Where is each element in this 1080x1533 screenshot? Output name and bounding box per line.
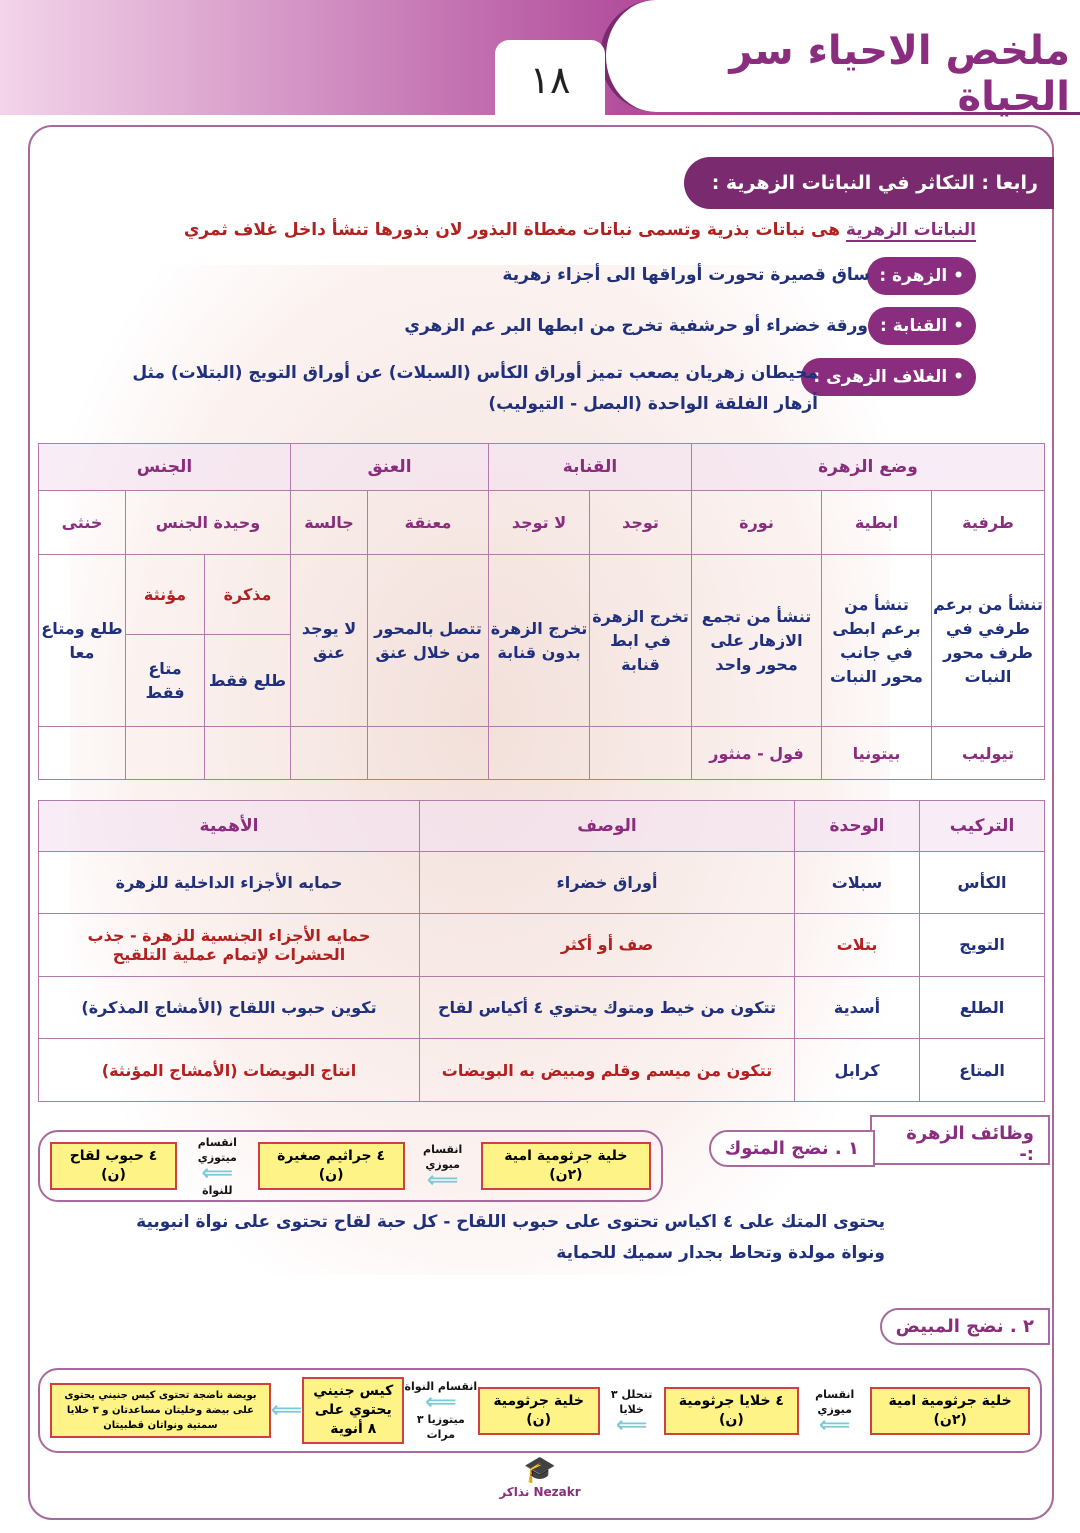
arrow-label: انقسام ميوزي <box>815 1387 855 1416</box>
empty-cell <box>590 727 692 780</box>
cell: جالسة <box>291 491 368 555</box>
arrow-left-icon: ⟸ <box>201 1160 234 1186</box>
section-heading: رابعا : التكاثر في النباتات الزهرية : <box>684 157 1054 209</box>
cell: حمايه الأجزاء الجنسية للزهرة - جذب الحشرات لإتمام عملية التلقيح <box>39 914 420 977</box>
ovary-flow <box>38 1368 1042 1453</box>
cell: لا يوجد عنق <box>291 555 368 727</box>
cell: طرفية <box>932 491 1045 555</box>
page-number: ١٨ <box>495 40 605 115</box>
cell: طلع فقط <box>205 635 291 727</box>
cell: وحيدة الجنس <box>126 491 291 555</box>
cell: تنشأ من تجمع الازهار على محور واحد <box>692 555 822 727</box>
cell: تنشأ من برعم طرفي في طرف محور النبات <box>932 555 1045 727</box>
cell: مؤنثة <box>126 555 205 635</box>
cell: تنشأ من برعم ابطى في جانب محور النبات <box>822 555 932 727</box>
flow-arrow <box>799 1387 870 1438</box>
header-cell: الأهمية <box>39 801 420 852</box>
cell: تتكون من خيط ومتوك يحتوي ٤ أكياس لقاح <box>420 976 795 1039</box>
anther-title: ١ . نضج المتوك <box>709 1130 875 1167</box>
arrow-label: للنواة <box>202 1183 233 1197</box>
arrow-label: انقسام ميوزي <box>423 1143 463 1171</box>
cell: خنثى <box>39 491 126 555</box>
cell: تكوين حبوب اللقاح (الأمشاج المذكرة) <box>39 976 420 1039</box>
header-cell: وضع الزهرة <box>692 444 1045 491</box>
flow-arrow <box>177 1135 258 1198</box>
anther-text: يحتوى المتك على ٤ اكياس تحتوى على حبوب اللقاح - كل حبة لقاح تحتوى على نواة انبوبية <box>136 1212 885 1232</box>
logo <box>490 1455 590 1499</box>
cell: كرابل <box>795 1039 920 1102</box>
empty-cell <box>205 727 291 780</box>
cell: التويج <box>920 914 1045 977</box>
header-banner <box>0 0 1080 120</box>
cell: لا توجد <box>489 491 590 555</box>
flow-box: ٤ خلايا جرثومية (ن) <box>664 1387 800 1435</box>
cell: نورة <box>692 491 822 555</box>
arrow-left-icon: ⟸ <box>818 1412 851 1438</box>
flow-arrow <box>404 1379 477 1442</box>
anther-text: ونواة مولدة وتحاط بجدار سميك للحماية <box>556 1243 885 1263</box>
flow-arrow <box>600 1387 664 1438</box>
cell: الطلع <box>920 976 1045 1039</box>
cell: سبلات <box>795 851 920 914</box>
flow-box: خلية جرثومية (ن) <box>478 1387 600 1435</box>
arrow-label: تتحلل ٣ خلايا <box>610 1387 653 1416</box>
bullet-text-2: أزهار الفلقة الواحدة (البصل - التيوليب) <box>488 394 818 414</box>
cell: فول - منثور <box>692 727 822 780</box>
flow-box: كيس جنيني يحتوي على ٨ أنوية <box>302 1377 404 1444</box>
arrow-label: انقسام ميتوزي <box>197 1135 237 1164</box>
flower-parts-table <box>38 800 1045 1102</box>
header-cell: القنابة <box>489 444 692 491</box>
cell: معنقة <box>368 491 489 555</box>
bullet-text: ساق قصيرة تحورت أوراقها الى أجزاء زهرية <box>502 265 870 285</box>
arrow-left-icon: ⟸ <box>425 1390 457 1415</box>
cell: الكأس <box>920 851 1045 914</box>
definition-text: هى نباتات بذرية وتسمى نباتات مغطاة البذور لان بذورها تنشأ داخل غلاف ثمري <box>183 220 840 240</box>
header-cell: العنق <box>291 444 489 491</box>
ovary-title: ٢ . نضج المبيض <box>880 1308 1050 1345</box>
bullet-label: • الغلاف الزهرى : <box>801 358 976 396</box>
cell: متاع فقط <box>126 635 205 727</box>
cell: بتلات <box>795 914 920 977</box>
cell: انتاج البويضات (الأمشاج المؤنثة) <box>39 1039 420 1102</box>
flow-box: ٤ جراثيم صغيرة (ن) <box>258 1142 405 1190</box>
bullet-text: محيطان زهريان يصعب تميز أوراق الكأس (السبلات) عن أوراق التويج (البتلات) مثل <box>132 363 818 383</box>
bullet-label: • القنابة : <box>868 307 976 345</box>
empty-cell <box>368 727 489 780</box>
cell: مذكرة <box>205 555 291 635</box>
arrow-left-icon: ⟸ <box>426 1168 459 1193</box>
empty-cell <box>489 727 590 780</box>
cell: المتاع <box>920 1039 1045 1102</box>
bullet-text: ورقة خضراء أو حرشفية تخرج من ابطها البر عم الزهري <box>404 316 868 336</box>
header-cell: الوحدة <box>795 801 920 852</box>
header-cell: الوصف <box>420 801 795 852</box>
cell: تخرج الزهرة بدون قنابة <box>489 555 590 727</box>
functions-heading: وظائف الزهرة :- <box>870 1115 1050 1165</box>
flow-box: خلية جرثومية امية (٢ن) <box>481 1142 651 1190</box>
arrow-label: ميتوزيا ٣ مرات <box>416 1413 465 1441</box>
definition-term: النباتات الزهرية <box>845 220 976 240</box>
arrow-label: انقسام النواة <box>404 1380 478 1393</box>
page-title: ملخص الاحياء سر الحياة <box>729 28 1070 120</box>
cell: تخرج الزهرة في ابط قنابة <box>590 555 692 727</box>
empty-cell <box>126 727 205 780</box>
cell: أسدية <box>795 976 920 1039</box>
bullet-label: • الزهرة : <box>867 257 976 295</box>
cell: تتكون من ميسم وقلم ومبيض به البويضات <box>420 1039 795 1102</box>
cell: ابطية <box>822 491 932 555</box>
flow-arrow <box>405 1142 481 1193</box>
flow-arrow <box>270 1397 303 1423</box>
cell: طلع ومتاع معا <box>39 555 126 727</box>
arrow-left-icon: ⟸ <box>270 1397 303 1423</box>
empty-cell <box>291 727 368 780</box>
cell: تيوليب <box>932 727 1045 780</box>
anther-flow <box>38 1130 663 1202</box>
definition <box>184 220 976 240</box>
logo-text: Nezakr نذاكر <box>499 1485 581 1499</box>
flower-types-table <box>38 443 1045 780</box>
graduation-cap-icon: 🎓 <box>523 1455 557 1485</box>
flow-box: بويضة ناضجة تحتوى كيس جنيني يحتوى على بيضة وخليتان مساعدتان و ٣ خلايا سمتية ونواتان قطبيتان <box>50 1383 271 1438</box>
cell: توجد <box>590 491 692 555</box>
arrow-left-icon: ⟸ <box>615 1412 648 1438</box>
cell: صف أو أكثر <box>420 914 795 977</box>
cell: بيتونيا <box>822 727 932 780</box>
empty-cell <box>39 727 126 780</box>
title-box <box>600 0 1080 120</box>
cell: حمايه الأجزاء الداخلية للزهرة <box>39 851 420 914</box>
flow-box: خلية جرثومية امية (٢ن) <box>870 1387 1030 1435</box>
cell: تتصل بالمحور من خلال عنق <box>368 555 489 727</box>
flow-box: ٤ حبوب لقاح (ن) <box>50 1142 177 1190</box>
cell: أوراق خضراء <box>420 851 795 914</box>
header-cell: التركيب <box>920 801 1045 852</box>
header-cell: الجنس <box>39 444 291 491</box>
